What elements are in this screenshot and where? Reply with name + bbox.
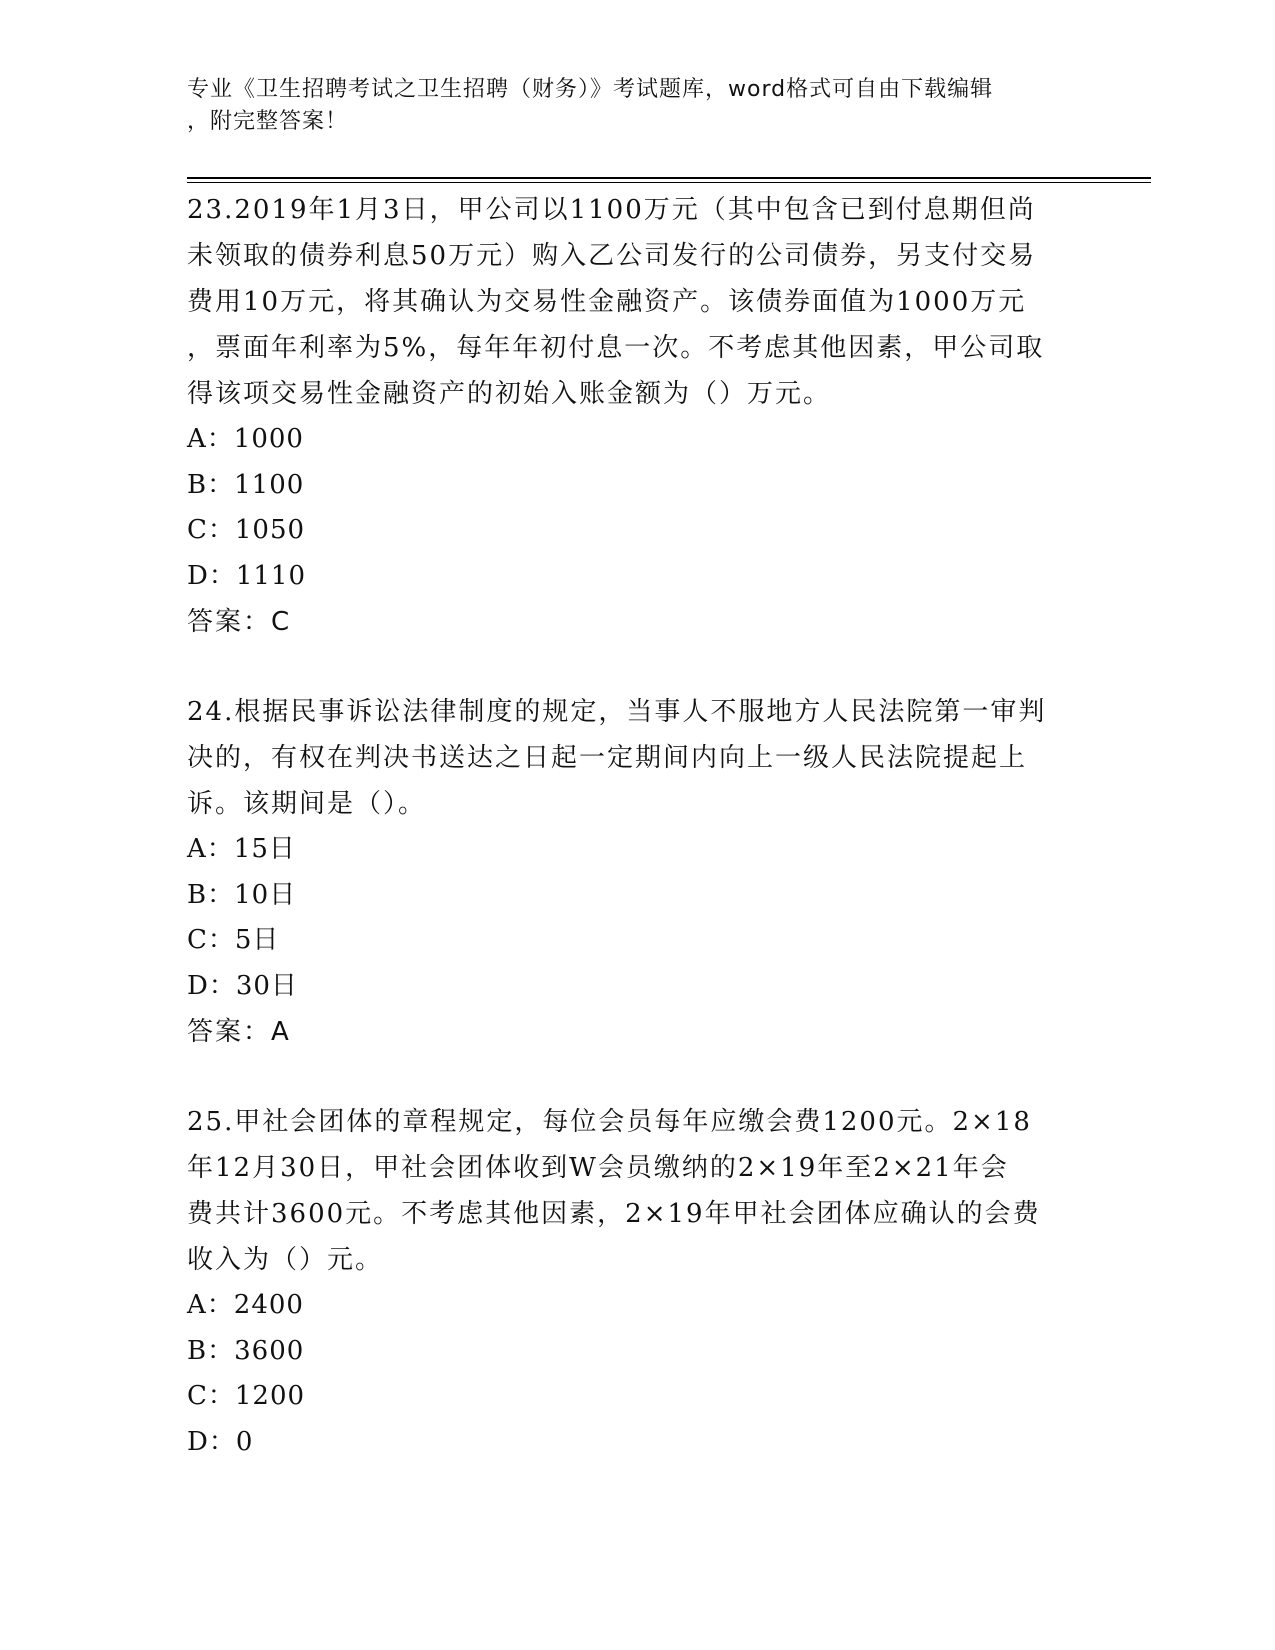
option-a: A：15日: [187, 834, 296, 864]
question-23: [187, 187, 1067, 645]
question-line: 诉。该期间是（）。: [187, 789, 427, 819]
question-24: [187, 689, 1067, 1055]
option-b: B：1100: [187, 469, 305, 500]
question-line: 费共计3600元。不考虑其他因素，2×19年甲社会团体应确认的会费: [187, 1199, 1041, 1229]
document-header: [187, 74, 1087, 138]
question-line: 收入为（）元。: [187, 1245, 384, 1275]
question-line: 23.2019年1月3日，甲公司以1100万元（其中包含已到付息期但尚: [187, 195, 1036, 225]
question-line: 25.甲社会团体的章程规定，每位会员每年应缴会费1200元。2×18: [187, 1107, 1032, 1137]
question-line: 24.根据民事诉讼法律制度的规定，当事人不服地方人民法院第一审判: [187, 697, 1047, 727]
question-line: 决的，有权在判决书送达之日起一定期间内向上一级人民法院提起上: [187, 743, 1028, 773]
question-text: [187, 689, 1067, 827]
option-a: A：2400: [187, 1290, 304, 1320]
answer: 答案：A: [187, 1017, 291, 1047]
option-c: C：1200: [187, 1381, 306, 1411]
option-b: B：3600: [187, 1335, 305, 1366]
option-d: D：30日: [187, 970, 298, 1001]
option-d: D：0: [187, 1426, 254, 1457]
question-text: [187, 1099, 1067, 1283]
answer: 答案：C: [187, 607, 292, 637]
question-line: ，票面年利率为5%，每年年初付息一次。不考虑其他因素，甲公司取: [187, 333, 1045, 363]
header-line-2: ，附完整答案！: [187, 109, 349, 134]
question-line: 得该项交易性金融资产的初始入账金额为（）万元。: [187, 379, 832, 409]
question-line: 年12月30日，甲社会团体收到W会员缴纳的2×19年至2×21年会: [187, 1153, 1009, 1183]
question-text: [187, 187, 1067, 417]
option-d: D：1110: [187, 560, 307, 591]
option-b: B：10日: [187, 879, 297, 910]
question-line: 未领取的债券利息50万元）购入乙公司发行的公司债券，另支付交易: [187, 241, 1037, 271]
question-25: [187, 1099, 1067, 1465]
header-divider-thick: [187, 177, 1151, 179]
option-c: C：1050: [187, 515, 306, 545]
option-c: C：5日: [187, 925, 280, 955]
question-line: 费用10万元，将其确认为交易性金融资产。该债券面值为1000万元: [187, 287, 1027, 317]
option-a: A：1000: [187, 424, 304, 454]
header-divider-thin: [187, 182, 1151, 183]
header-line-1: 专业《卫生招聘考试之卫生招聘（财务）》考试题库，word格式可自由下载编辑: [187, 77, 994, 102]
